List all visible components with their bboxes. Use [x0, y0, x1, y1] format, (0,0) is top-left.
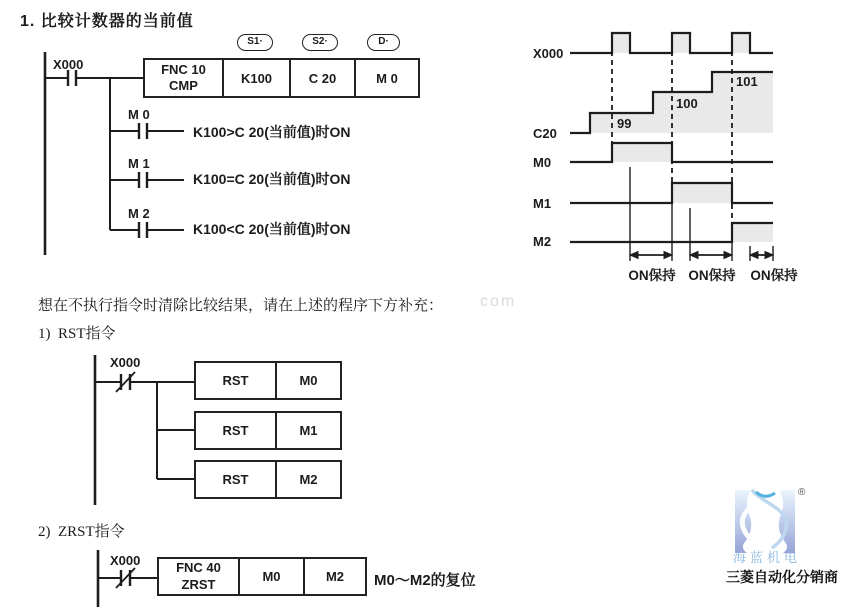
branch-m0-description: K100>C 20(当前值)时ON	[193, 124, 351, 140]
cmp-instruction-block	[143, 58, 420, 98]
rst-x000-contact-label: X000	[110, 355, 141, 370]
signal-label-m1: M1	[533, 196, 552, 211]
zrst-x000-contact-label: X000	[110, 553, 141, 568]
rst-op-cell: RST	[222, 472, 249, 487]
branch-m0-label: M 0	[128, 107, 150, 122]
zrst-comment: M0～M2的复位	[374, 572, 476, 589]
on-hold-label-2: ON保持	[688, 268, 736, 283]
zrst-operand-start: M0	[238, 559, 303, 594]
zrst-section-heading: 2) ZRST指令	[38, 524, 125, 540]
branch-m1-label: M 1	[128, 156, 150, 171]
operand-tag-d: D·	[367, 34, 400, 51]
m1-wave	[570, 183, 773, 203]
zrst-fnc-cell	[159, 559, 238, 594]
rst-block-m0	[194, 361, 342, 400]
branch-m2-description: K100<C 20(当前值)时ON	[193, 221, 351, 237]
page-title: 1. 比较计数器的当前值	[20, 13, 194, 30]
count-value-100: 100	[676, 96, 698, 111]
watermark-text: com	[480, 293, 517, 310]
rst-device-cell: M2	[275, 462, 340, 497]
signal-label-m0: M0	[533, 155, 552, 170]
cmp-operand-d: M 0	[354, 60, 418, 96]
hold-span-ticks	[630, 167, 773, 261]
rst-device-cell: M1	[275, 413, 340, 448]
registered-trademark-symbol: ®	[798, 487, 806, 498]
zrst-fnc-mnemonic: ZRST	[181, 576, 216, 592]
timing-waveforms	[570, 33, 773, 261]
cmp-fnc-number: FNC 10	[161, 61, 206, 77]
zrst-fnc-number: FNC 40	[176, 560, 221, 576]
cmp-operand-s1: K100	[222, 60, 289, 96]
rst-device-cell: M0	[275, 363, 340, 398]
zrst-operand-end: M2	[303, 559, 365, 594]
rst-block-m2	[194, 460, 342, 499]
signal-label-x000: X000	[533, 46, 564, 61]
signal-label-m2: M2	[533, 234, 552, 249]
operand-tag-s2: S2·	[302, 34, 338, 51]
company-name: 海蓝机电	[733, 550, 802, 565]
rst-block-m1	[194, 411, 342, 450]
count-value-101: 101	[736, 74, 758, 89]
count-value-99: 99	[617, 116, 632, 131]
cmp-operand-s2: C 20	[289, 60, 354, 96]
rst-ladder-lines	[95, 355, 196, 505]
company-logo-art	[735, 488, 795, 553]
cmp-x000-contact-label: X000	[53, 57, 84, 72]
cmp-fnc-mnemonic: CMP	[169, 78, 198, 93]
cmp-fnc-cell	[145, 60, 222, 96]
waveform-shading	[590, 33, 773, 242]
company-tagline: 三菱自动化分销商	[726, 569, 838, 585]
rst-section-heading: 1) RST指令	[38, 326, 116, 342]
operand-tag-s1: S1·	[237, 34, 273, 51]
note-text: 想在不执行指令时清除比较结果，请在上述的程序下方补充：	[38, 298, 444, 314]
signal-label-c20: C20	[533, 126, 557, 141]
branch-m1-description: K100=C 20(当前值)时ON	[193, 171, 351, 187]
rst-op-cell: RST	[222, 373, 249, 388]
hold-arrows	[630, 252, 773, 259]
rst-op-cell: RST	[222, 423, 249, 438]
on-hold-label-3: ON保持	[750, 268, 798, 283]
on-hold-label-1: ON保持	[628, 268, 676, 283]
branch-m2-label: M 2	[128, 206, 150, 221]
zrst-instruction-block	[157, 557, 367, 596]
